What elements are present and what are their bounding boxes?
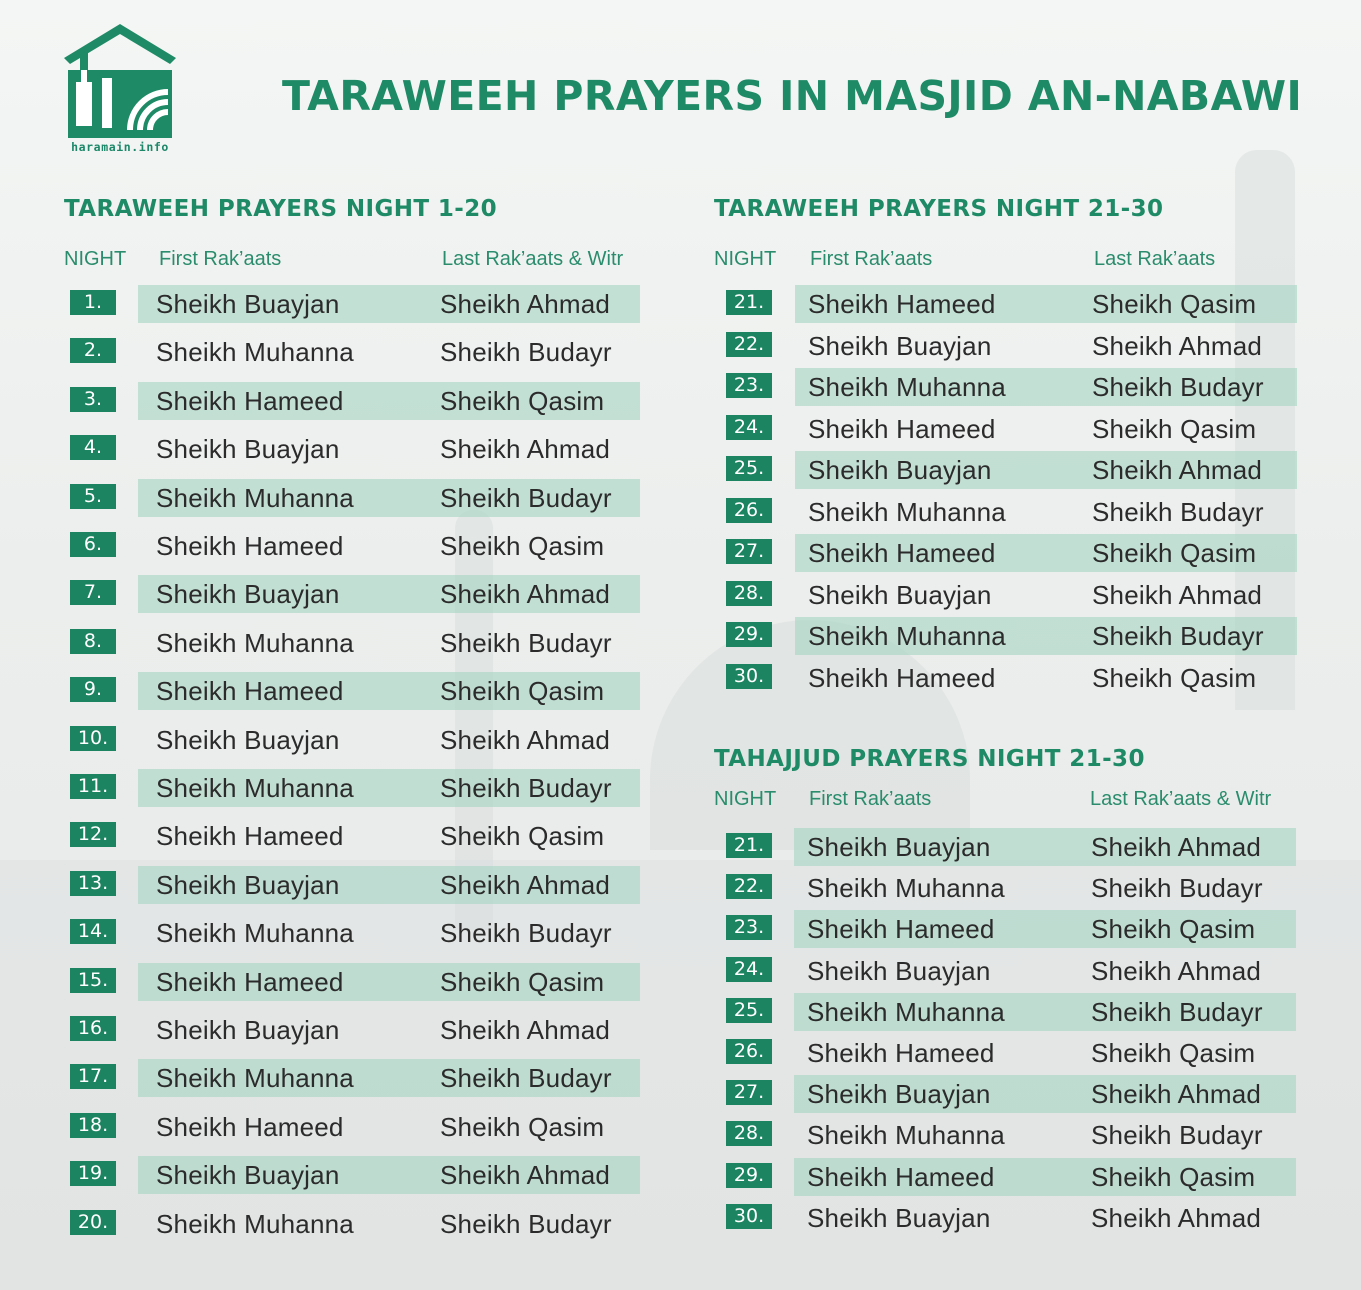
first-rakaats-imam: Sheikh Buayjan (808, 330, 992, 361)
table-row (714, 659, 1304, 697)
night-number-badge: 22. (726, 332, 772, 357)
table-row (714, 617, 1304, 655)
table-row (714, 576, 1304, 614)
first-rakaats-imam: Sheikh Muhanna (807, 1120, 1005, 1151)
table-row (714, 1034, 1304, 1072)
night-number-badge: 24. (726, 957, 772, 982)
last-rakaats-imam: Sheikh Qasim (440, 531, 605, 561)
last-rakaats-imam: Sheikh Budayr (1091, 996, 1263, 1027)
last-rakaats-imam: Sheikh Qasim (1092, 289, 1257, 319)
night-number-badge: 26. (726, 1039, 772, 1064)
first-rakaats-imam: Sheikh Hameed (807, 1161, 995, 1192)
header-first-rakaats: First Rak’aats (809, 788, 932, 810)
last-rakaats-imam: Sheikh Qasim (440, 385, 605, 416)
header-night: NIGHT (64, 248, 127, 270)
first-rakaats-imam: Sheikh Muhanna (156, 918, 354, 949)
last-rakaats-imam: Sheikh Ahmad (440, 724, 611, 755)
table-row (64, 672, 644, 710)
table-row (714, 1075, 1304, 1113)
last-rakaats-imam: Sheikh Qasim (440, 1111, 605, 1142)
last-rakaats-imam: Sheikh Budayr (440, 482, 612, 513)
first-rakaats-imam: Sheikh Muhanna (808, 621, 1006, 651)
section-title: TARAWEEH PRAYERS NIGHT 21-30 (714, 196, 1164, 222)
night-number-badge: 23. (726, 373, 772, 398)
kaaba-logo-icon (58, 22, 182, 140)
logo-caption: haramain.info (71, 140, 169, 154)
schedule-rows (714, 285, 1304, 705)
first-rakaats-imam: Sheikh Buayjan (156, 579, 340, 610)
night-number-badge: 13. (70, 871, 116, 896)
first-rakaats-imam: Sheikh Hameed (807, 914, 995, 945)
night-number-badge: 6. (70, 532, 116, 557)
first-rakaats-imam: Sheikh Hameed (156, 531, 344, 561)
night-number-badge: 22. (726, 874, 772, 899)
first-rakaats-imam: Sheikh Muhanna (156, 1063, 354, 1094)
first-rakaats-imam: Sheikh Buayjan (807, 1202, 991, 1233)
last-rakaats-imam: Sheikh Ahmad (1092, 455, 1263, 485)
first-rakaats-imam: Sheikh Muhanna (156, 773, 354, 803)
night-number-badge: 27. (726, 1080, 772, 1105)
first-rakaats-imam: Sheikh Muhanna (156, 1208, 354, 1239)
header-last-rakaats: Last Rak’aats (1094, 248, 1216, 270)
last-rakaats-imam: Sheikh Budayr (1091, 1120, 1263, 1151)
table-row (64, 527, 644, 565)
night-number-badge: 21. (726, 833, 772, 858)
last-rakaats-imam: Sheikh Budayr (1092, 621, 1264, 651)
first-rakaats-imam: Sheikh Hameed (156, 1111, 344, 1142)
table-row (714, 285, 1304, 323)
night-number-badge: 7. (70, 580, 116, 605)
night-number-badge: 29. (726, 622, 772, 647)
table-row (64, 817, 644, 855)
first-rakaats-imam: Sheikh Buayjan (156, 869, 340, 900)
header-night: NIGHT (714, 788, 777, 810)
night-number-badge: 30. (726, 1204, 772, 1229)
table-row (714, 327, 1304, 365)
table-row (714, 534, 1304, 572)
night-number-badge: 17. (70, 1064, 116, 1089)
last-rakaats-imam: Sheikh Ahmad (440, 1160, 611, 1191)
last-rakaats-imam: Sheikh Ahmad (440, 1015, 611, 1045)
last-rakaats-imam: Sheikh Budayr (440, 627, 612, 658)
first-rakaats-imam: Sheikh Muhanna (156, 482, 354, 513)
first-rakaats-imam: Sheikh Hameed (808, 413, 996, 444)
column-headers (64, 248, 644, 274)
night-number-badge: 28. (726, 1121, 772, 1146)
taraweeh-night-21-30-section (714, 196, 1304, 705)
last-rakaats-imam: Sheikh Ahmad (1092, 330, 1263, 361)
section-title: TARAWEEH PRAYERS NIGHT 1-20 (64, 196, 498, 222)
table-row (714, 1199, 1304, 1237)
last-rakaats-imam: Sheikh Qasim (440, 676, 605, 707)
table-row (714, 952, 1304, 990)
night-number-badge: 25. (726, 456, 772, 481)
schedule-rows (714, 828, 1304, 1248)
last-rakaats-imam: Sheikh Ahmad (440, 434, 611, 465)
first-rakaats-imam: Sheikh Muhanna (808, 372, 1006, 402)
last-rakaats-imam: Sheikh Qasim (1092, 538, 1257, 568)
night-number-badge: 14. (70, 919, 116, 944)
table-row (714, 828, 1304, 866)
first-rakaats-imam: Sheikh Muhanna (156, 337, 354, 368)
table-row (64, 1108, 644, 1146)
night-number-badge: 8. (70, 629, 116, 654)
last-rakaats-imam: Sheikh Budayr (1092, 496, 1264, 527)
table-row (64, 721, 644, 759)
table-row (64, 479, 644, 517)
first-rakaats-imam: Sheikh Buayjan (808, 455, 992, 485)
last-rakaats-imam: Sheikh Ahmad (440, 869, 611, 900)
table-row (64, 1011, 644, 1049)
table-row (64, 1156, 644, 1194)
night-number-badge: 11. (70, 774, 116, 799)
table-row (714, 993, 1304, 1031)
night-number-badge: 30. (726, 664, 772, 689)
table-row (714, 451, 1304, 489)
last-rakaats-imam: Sheikh Ahmad (1092, 579, 1263, 610)
table-row (64, 285, 644, 323)
last-rakaats-imam: Sheikh Qasim (440, 821, 605, 852)
first-rakaats-imam: Sheikh Hameed (156, 966, 344, 997)
table-row (714, 493, 1304, 531)
tahajjud-night-21-30-section (714, 746, 1304, 1248)
last-rakaats-imam: Sheikh Qasim (1091, 1161, 1256, 1192)
night-number-badge: 5. (70, 484, 116, 509)
last-rakaats-imam: Sheikh Ahmad (1091, 1202, 1262, 1233)
night-number-badge: 28. (726, 581, 772, 606)
table-row (714, 1116, 1304, 1154)
table-row (64, 1205, 644, 1243)
column-headers (714, 248, 1304, 274)
table-row (64, 914, 644, 952)
schedule-rows (64, 285, 644, 1245)
last-rakaats-imam: Sheikh Budayr (440, 1208, 612, 1239)
page-title: TARAWEEH PRAYERS IN MASJID AN-NABAWI (282, 72, 1303, 120)
last-rakaats-imam: Sheikh Qasim (1091, 1038, 1256, 1068)
table-row (64, 1059, 644, 1097)
night-number-badge: 23. (726, 915, 772, 940)
first-rakaats-imam: Sheikh Muhanna (807, 873, 1005, 904)
last-rakaats-imam: Sheikh Qasim (1092, 662, 1257, 693)
last-rakaats-imam: Sheikh Qasim (1091, 914, 1256, 945)
first-rakaats-imam: Sheikh Muhanna (808, 496, 1006, 527)
first-rakaats-imam: Sheikh Buayjan (156, 289, 340, 319)
night-number-badge: 20. (70, 1210, 116, 1235)
first-rakaats-imam: Sheikh Muhanna (156, 627, 354, 658)
section-title: TAHAJJUD PRAYERS NIGHT 21-30 (714, 746, 1145, 772)
night-number-badge: 12. (70, 822, 116, 847)
first-rakaats-imam: Sheikh Hameed (156, 821, 344, 852)
first-rakaats-imam: Sheikh Buayjan (156, 434, 340, 465)
first-rakaats-imam: Sheikh Buayjan (808, 579, 992, 610)
first-rakaats-imam: Sheikh Buayjan (807, 832, 991, 862)
night-number-badge: 18. (70, 1113, 116, 1138)
table-row (714, 368, 1304, 406)
first-rakaats-imam: Sheikh Buayjan (156, 1160, 340, 1191)
night-number-badge: 1. (70, 290, 116, 315)
night-number-badge: 3. (70, 387, 116, 412)
night-number-badge: 9. (70, 677, 116, 702)
table-row (714, 1158, 1304, 1196)
table-row (714, 869, 1304, 907)
header-first-rakaats: First Rak’aats (810, 248, 933, 270)
last-rakaats-imam: Sheikh Ahmad (440, 579, 611, 610)
night-number-badge: 2. (70, 338, 116, 363)
night-number-badge: 29. (726, 1163, 772, 1188)
last-rakaats-imam: Sheikh Ahmad (1091, 832, 1262, 862)
last-rakaats-imam: Sheikh Budayr (440, 337, 612, 368)
last-rakaats-imam: Sheikh Qasim (1092, 413, 1257, 444)
table-row (64, 430, 644, 468)
night-number-badge: 21. (726, 290, 772, 315)
first-rakaats-imam: Sheikh Hameed (156, 676, 344, 707)
last-rakaats-imam: Sheikh Budayr (1091, 873, 1263, 904)
first-rakaats-imam: Sheikh Buayjan (807, 955, 991, 986)
last-rakaats-imam: Sheikh Budayr (440, 773, 612, 803)
last-rakaats-imam: Sheikh Budayr (440, 1063, 612, 1094)
last-rakaats-imam: Sheikh Ahmad (1091, 955, 1262, 986)
table-row (64, 575, 644, 613)
last-rakaats-imam: Sheikh Budayr (1092, 372, 1264, 402)
table-row (64, 866, 644, 904)
table-row (64, 333, 644, 371)
haramain-logo (58, 22, 182, 172)
first-rakaats-imam: Sheikh Muhanna (807, 996, 1005, 1027)
header-last-rakaats: Last Rak’aats & Witr (442, 248, 624, 270)
night-number-badge: 16. (70, 1016, 116, 1041)
night-number-badge: 10. (70, 726, 116, 751)
last-rakaats-imam: Sheikh Budayr (440, 918, 612, 949)
header-first-rakaats: First Rak’aats (159, 248, 282, 270)
header-night: NIGHT (714, 248, 777, 270)
table-row (64, 624, 644, 662)
night-number-badge: 4. (70, 435, 116, 460)
night-number-badge: 26. (726, 498, 772, 523)
taraweeh-night-1-20-section (64, 196, 644, 1245)
table-row (64, 963, 644, 1001)
first-rakaats-imam: Sheikh Buayjan (156, 1015, 340, 1045)
first-rakaats-imam: Sheikh Hameed (808, 289, 996, 319)
column-headers (714, 788, 1304, 814)
night-number-badge: 15. (70, 968, 116, 993)
first-rakaats-imam: Sheikh Hameed (807, 1038, 995, 1068)
first-rakaats-imam: Sheikh Hameed (156, 385, 344, 416)
last-rakaats-imam: Sheikh Ahmad (440, 289, 611, 319)
last-rakaats-imam: Sheikh Qasim (440, 966, 605, 997)
header-last-rakaats: Last Rak’aats & Witr (1090, 788, 1272, 810)
first-rakaats-imam: Sheikh Buayjan (807, 1079, 991, 1110)
night-number-badge: 25. (726, 998, 772, 1023)
table-row (714, 410, 1304, 448)
night-number-badge: 19. (70, 1161, 116, 1186)
table-row (64, 769, 644, 807)
last-rakaats-imam: Sheikh Ahmad (1091, 1079, 1262, 1110)
night-number-badge: 27. (726, 539, 772, 564)
first-rakaats-imam: Sheikh Hameed (808, 662, 996, 693)
first-rakaats-imam: Sheikh Buayjan (156, 724, 340, 755)
night-number-badge: 24. (726, 415, 772, 440)
table-row (64, 382, 644, 420)
first-rakaats-imam: Sheikh Hameed (808, 538, 996, 568)
table-row (714, 910, 1304, 948)
